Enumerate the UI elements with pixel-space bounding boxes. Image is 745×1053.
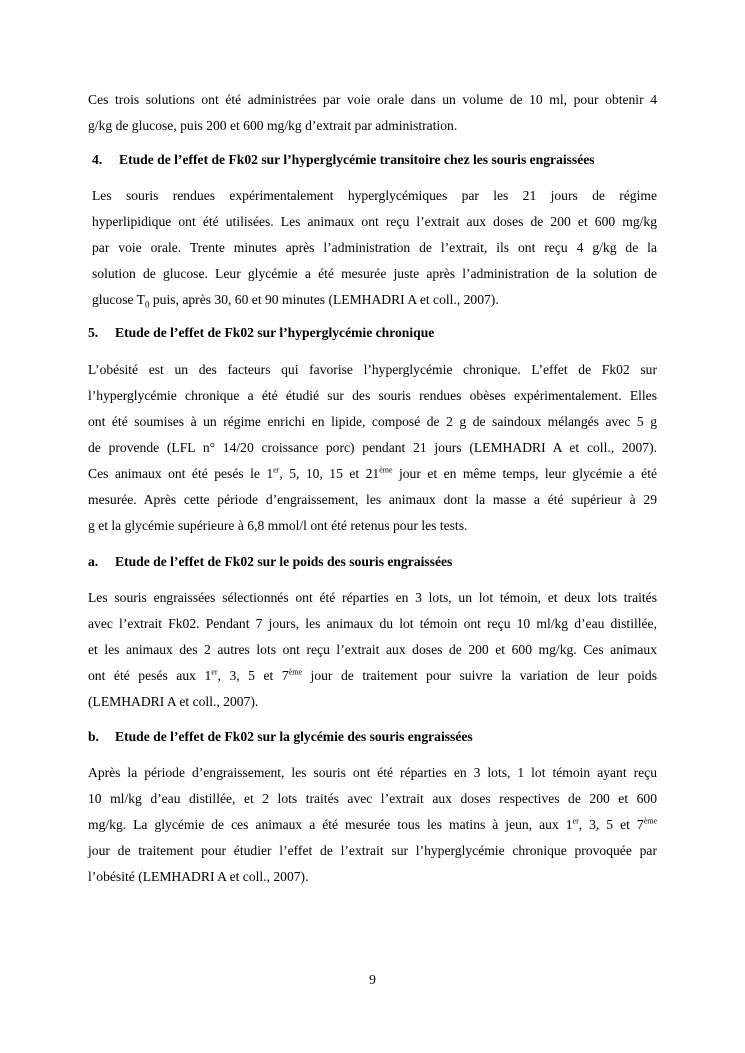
section-title: Etude de l’effet de Fk02 sur le poids des souris engraissées	[115, 554, 453, 569]
section-b-paragraph	[88, 760, 657, 890]
text-line: de provende (LFL n° 14/20 croissance porc) pendant 21 jours (LEMHADRI A et coll., 2007).	[88, 440, 657, 455]
section-title: Etude de l’effet de Fk02 sur l’hyperglycémie transitoire chez les souris engraissées	[119, 152, 595, 167]
text-fragment: puis, après 30, 60 et 90 minutes (LEMHADRI A et coll., 2007).	[149, 292, 499, 307]
section-number: 4.	[92, 152, 103, 167]
superscript: er	[211, 667, 218, 677]
section-title: Etude de l’effet de Fk02 sur l’hyperglycémie chronique	[115, 325, 435, 340]
text-line	[88, 663, 657, 689]
text-line: Les souris rendues expérimentalement hyperglycémiques par les 21 jours de régime	[92, 188, 657, 203]
text-fragment: , 5, 10, 15 et 21	[279, 466, 380, 481]
text-fragment: ont été pesés aux 1	[88, 668, 212, 683]
section-a-heading	[88, 552, 452, 572]
section-title: Etude de l’effet de Fk02 sur la glycémie des souris engraissées	[115, 729, 473, 744]
section-5-heading	[88, 323, 434, 343]
text-line: et les animaux des 2 autres lots ont reçu l’extrait aux doses de 200 et 600 mg/kg. Ces animaux	[88, 642, 657, 657]
text-line: Les souris engraissées sélectionnés ont été réparties en 3 lots, un lot témoin, et deux lots traités	[88, 590, 657, 605]
section-number: 5.	[88, 325, 99, 340]
text-line: solution de glucose. Leur glycémie a été mesurée juste après l’administration de la solution de	[92, 266, 657, 281]
text-line: ont été soumises à un régime enrichi en lipide, composé de 2 g de saindoux mélangés avec 5 g	[88, 414, 657, 429]
superscript: ème	[288, 667, 303, 677]
text-line: hyperlipidique ont été utilisées. Les animaux ont reçu l’extrait aux doses de 200 et 600 mg/kg	[92, 214, 657, 229]
text-fragment: jour et en même temps, leur glycémie a été	[392, 466, 658, 481]
text-line: g et la glycémie supérieure à 6,8 mmol/l ont été retenus pour les tests.	[88, 518, 468, 533]
section-4-heading	[92, 150, 595, 170]
text-line: Après la période d’engraissement, les souris ont été réparties en 3 lots, 1 lot témoin ayant reçu	[88, 765, 657, 780]
text-line	[92, 287, 657, 313]
text-line: Ces trois solutions ont été administrées par voie orale dans un volume de 10 ml, pour obtenir 4	[88, 92, 657, 107]
text-fragment: , 3, 5 et 7	[217, 668, 289, 683]
superscript: ème	[643, 816, 657, 826]
text-line: 10 ml/kg d’eau distillée, et 2 lots traités avec l’extrait aux doses respectives de 200 et 600	[88, 791, 657, 806]
text-fragment: , 3, 5 et 7	[578, 817, 644, 832]
text-fragment: glucose T	[92, 292, 145, 307]
text-line: L’obésité est un des facteurs qui favorise l’hyperglycémie chronique. L’effet de Fk02 sur	[88, 362, 657, 377]
text-line: mesurée. Après cette période d’engraissement, les animaux dont la masse a été supérieur à 29	[88, 492, 657, 507]
subscript: 0	[144, 299, 150, 310]
superscript: er	[572, 816, 579, 826]
section-4-paragraph	[92, 183, 657, 313]
text-fragment: jour de traitement pour suivre la variation de leur poids	[302, 668, 657, 683]
text-line: g/kg de glucose, puis 200 et 600 mg/kg d’extrait par administration.	[88, 118, 458, 133]
text-line	[88, 461, 657, 487]
superscript: er	[273, 465, 280, 475]
text-line	[88, 812, 657, 838]
text-line: par voie orale. Trente minutes après l’administration de l’extrait, ils ont reçu 4 g/kg de la	[92, 240, 657, 255]
intro-paragraph	[88, 87, 657, 139]
text-line: jour de traitement pour étudier l’effet de l’extrait sur l’hyperglycémie chronique provoquée par	[88, 843, 657, 858]
section-number: a.	[88, 554, 99, 569]
text-line: (LEMHADRI A et coll., 2007).	[88, 694, 259, 709]
text-line: l’obésité (LEMHADRI A et coll., 2007).	[88, 869, 309, 884]
text-line: l’hyperglycémie chronique a été étudié sur des souris rendues obèses expérimentalement. Elles	[88, 388, 657, 403]
superscript: ème	[379, 465, 393, 475]
page-number: 9	[369, 972, 376, 987]
text-line: avec l’extrait Fk02. Pendant 7 jours, les animaux du lot témoin ont reçu 10 ml/kg d’eau distillée,	[88, 616, 657, 631]
section-b-heading	[88, 727, 473, 747]
section-number: b.	[88, 729, 99, 744]
text-fragment: mg/kg. La glycémie de ces animaux a été mesurée tous les matins à jeun, aux 1	[88, 817, 573, 832]
section-a-paragraph	[88, 585, 657, 715]
section-5-paragraph	[88, 357, 657, 539]
text-fragment: Ces animaux ont été pesés le 1	[88, 466, 274, 481]
